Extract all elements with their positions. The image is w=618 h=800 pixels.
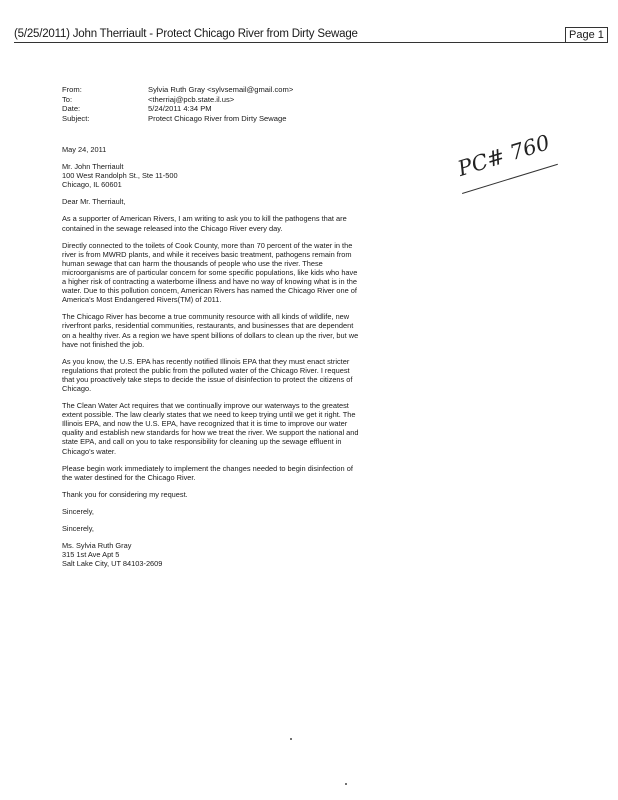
handwritten-annotation: PC# 760: [455, 130, 553, 181]
paragraph: Thank you for considering my request.: [62, 489, 188, 499]
recipient-line: Chicago, IL 60601: [62, 180, 122, 190]
paragraph: The Chicago River has become a true community resource with all kinds of wildlife, new riverfront parks, residential communities, restaurants, and businesses that are dependent on a healthy river. As a region we have spent billions of dollars to clean up the river, but we have not finished the job.: [62, 312, 359, 349]
meta-row-date: [62, 104, 293, 114]
meta-value: Protect Chicago River from Dirty Sewage: [148, 113, 287, 123]
meta-row-subject: [62, 114, 293, 124]
letter-date: May 24, 2011: [62, 145, 107, 154]
meta-value: 5/24/2011 4:34 PM: [148, 104, 212, 114]
meta-key: Date:: [62, 104, 81, 114]
recipient-address: [62, 162, 362, 189]
paragraph: The Clean Water Act requires that we continually improve our waterways to the greatest extent possible. The law clearly states that we need to keep trying until we get it right. The Illinois EPA, and now the U.S. EPA, have recognized that it is time to improve our water quality and establish new standards for how we treat the river. We support the national and state EPA, and call on you to take responsibility for cleaning up the sewage effluent in Chicago's water.: [62, 401, 359, 456]
signature-line: Salt Lake City, UT 84103-2609: [62, 559, 163, 569]
signature-block: [62, 541, 362, 568]
meta-row-from: [62, 85, 293, 95]
paragraph: Directly connected to the toilets of Cook County, more than 70 percent of the water in the river is from MWRD plants, and while it receives basic treatment, pathogens remain from human sewage that can harm the thousands of people who use the river. These microorganisms are of particular concern for some specific populations, like kids who have a higher risk of contracting a waterborne illness and have no way of knowing what is in the water. Due to this pollution concern, American Rivers has named the Chicago River one of America's Most Endangered Rivers(TM) of 2011.: [62, 240, 358, 305]
recipient-line: Mr. John Therriault: [62, 162, 124, 172]
closing: Sincerely,: [62, 524, 94, 533]
page-number-box: Page 1: [565, 27, 608, 43]
meta-key: Subject:: [62, 113, 90, 123]
meta-value: <therriaj@pcb.state.il.us>: [148, 94, 235, 104]
paragraph: As you know, the U.S. EPA has recently notified Illinois EPA that they must enact stricter regulations that protect the public from the polluted water of the Chicago River. I request that you proactively take steps to decide the issue of disinfection to protect the citizens of Chicago.: [62, 356, 353, 393]
scan-speck: [290, 738, 292, 740]
paragraph: Please begin work immediately to implement the changes needed to begin disinfection of the water destined for the Chicago River.: [62, 463, 353, 482]
scan-speck: [345, 783, 347, 785]
meta-key: From:: [62, 85, 82, 94]
email-meta: [62, 85, 293, 123]
letter-body: [62, 145, 362, 568]
closing: Sincerely,: [62, 506, 94, 516]
salutation: Dear Mr. Therriault,: [62, 197, 126, 207]
meta-row-to: [62, 95, 293, 105]
header-divider: [14, 42, 604, 43]
signature-line: 315 1st Ave Apt 5: [62, 550, 120, 560]
paragraph: As a supporter of American Rivers, I am writing to ask you to kill the pathogens that are contained in the sewage released into the Chicago River every day.: [62, 214, 347, 233]
meta-key: To:: [62, 94, 73, 104]
meta-value: Sylvia Ruth Gray <sylvsemail@gmail.com>: [148, 85, 294, 94]
recipient-line: 100 West Randolph St., Ste 11-500: [62, 171, 178, 181]
signature-line: Ms. Sylvia Ruth Gray: [62, 541, 132, 551]
document-header-title: (5/25/2011) John Therriault - Protect Chicago River from Dirty Sewage: [14, 28, 358, 40]
